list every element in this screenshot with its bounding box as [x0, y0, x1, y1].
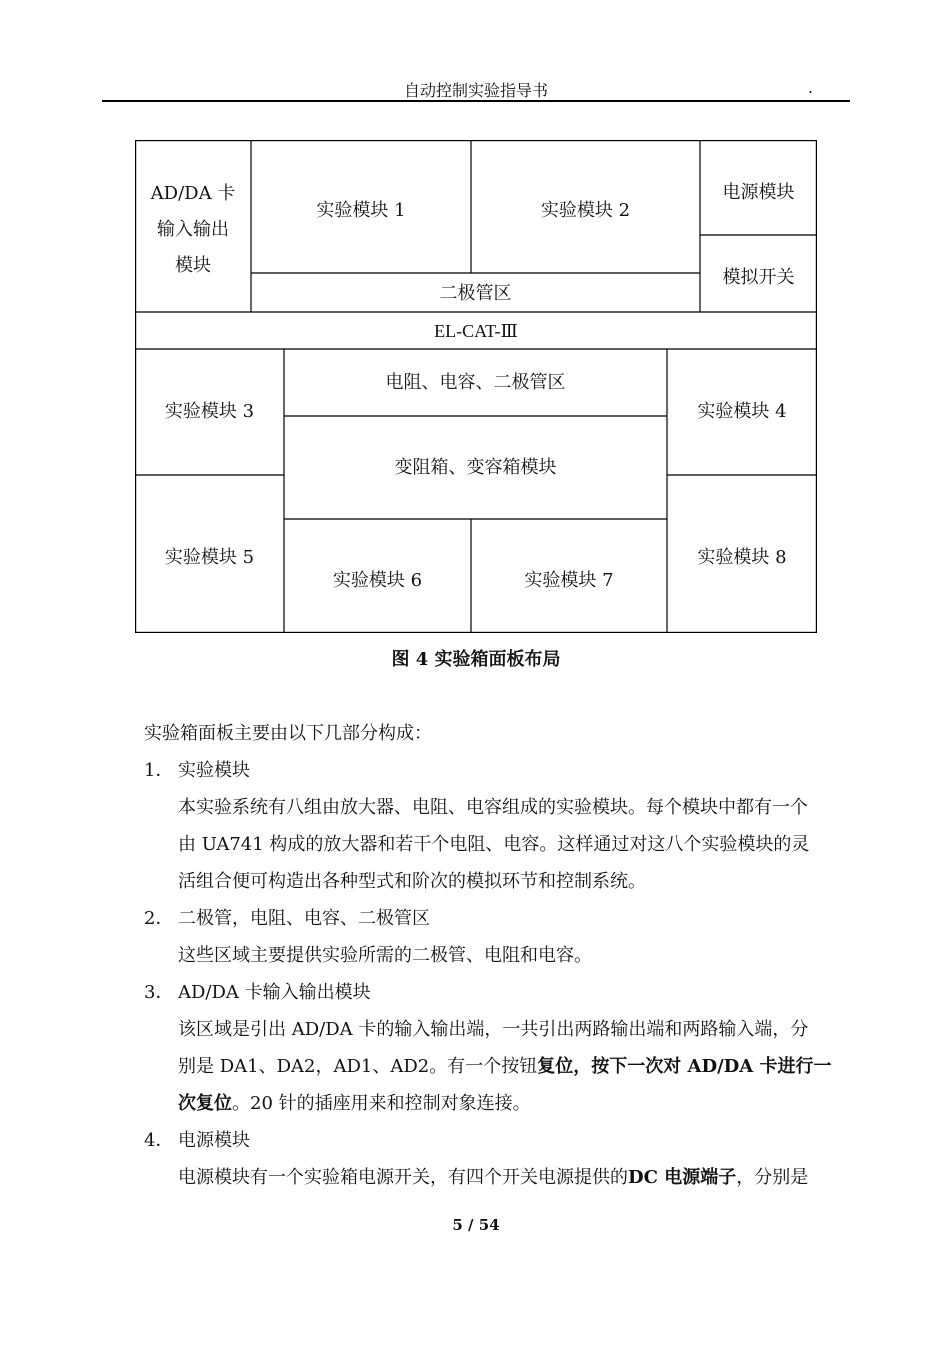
intro-paragraph: 实验箱面板主要由以下几部分构成：	[144, 723, 432, 744]
item-2-title: 二极管，电阻、电容、二极管区	[178, 908, 430, 929]
item-3-text-line-3-bold: 次复位	[178, 1093, 232, 1114]
cell-experiment-module-5: 实验模块 5	[164, 547, 255, 568]
item-3-text-line-3-regular: 。20 针的插座用来和控制对象连接。	[232, 1093, 531, 1114]
cell-experiment-module-2: 实验模块 2	[540, 200, 631, 221]
cell-experiment-module-8: 实验模块 8	[697, 547, 787, 568]
page-number: 5 / 54	[452, 1216, 500, 1234]
item-3-title: AD/DA 卡输入输出模块	[178, 982, 371, 1003]
item-4-text-line-1-tail: ，分别是	[736, 1167, 809, 1188]
header-rule	[102, 100, 850, 102]
cell-experiment-module-6: 实验模块 6	[332, 570, 423, 591]
item-1-text-line-3: 活组合便可构造出各种型式和阶次的模拟环节和控制系统。	[178, 871, 646, 892]
item-3-text-line-3	[178, 1089, 531, 1115]
cell-variable-box-module: 变阻箱、变容箱模块	[394, 456, 557, 478]
item-1-title: 实验模块	[178, 760, 250, 781]
item-4-text-line-1-bold: DC 电源端子	[628, 1167, 737, 1188]
item-4-text-line-1-regular: 电源模块有一个实验箱电源开关，有四个开关电源提供的	[178, 1167, 628, 1188]
running-header-dot: .	[808, 78, 814, 97]
item-3-text-line-2-regular: 别是 DA1、DA2，AD1、AD2。有一个按钮	[178, 1056, 538, 1077]
cell-experiment-module-3: 实验模块 3	[164, 401, 255, 422]
item-2-number: 2．	[144, 908, 174, 929]
item-2-text-line-1: 这些区域主要提供实验所需的二极管、电阻和电容。	[178, 945, 592, 966]
cell-power-module: 电源模块	[722, 182, 795, 203]
figure-caption: 图 4 实验箱面板布局	[391, 649, 561, 670]
running-header-title: 自动控制实验指导书	[403, 81, 548, 100]
item-3-number: 3．	[144, 982, 174, 1003]
cell-experiment-module-4: 实验模块 4	[697, 401, 787, 422]
cell-adda-io-module: AD/DA 卡 输入输出 模块	[150, 183, 236, 276]
item-4-text-line-1	[178, 1163, 808, 1189]
cell-diode-area: 二极管区	[439, 283, 512, 304]
panel-layout-diagram	[135, 140, 817, 633]
item-3-text-line-2	[178, 1052, 832, 1078]
cell-rcd-area: 电阻、电容、二极管区	[385, 371, 566, 393]
item-4-title: 电源模块	[178, 1130, 250, 1151]
item-1-text-line-1: 本实验系统有八组由放大器、电阻、电容组成的实验模块。每个模块中都有一个	[178, 797, 808, 818]
cell-experiment-module-7: 实验模块 7	[524, 570, 614, 591]
item-3-text-line-1: 该区域是引出 AD/DA 卡的输入输出端，一共引出两路输出端和两路输入端，分	[178, 1019, 809, 1040]
item-1-text-line-2: 由 UA741 构成的放大器和若干个电阻、电容。这样通过对这八个实验模块的灵	[178, 834, 810, 855]
cell-model-name: EL-CAT-Ⅲ	[434, 320, 518, 341]
item-3-text-line-2-bold: 复位，按下一次对 AD/DA 卡进行一	[537, 1056, 832, 1077]
cell-experiment-module-1: 实验模块 1	[316, 200, 406, 221]
item-4-number: 4．	[144, 1130, 174, 1151]
item-1-number: 1．	[144, 760, 174, 781]
cell-analog-switch: 模拟开关	[722, 267, 795, 288]
